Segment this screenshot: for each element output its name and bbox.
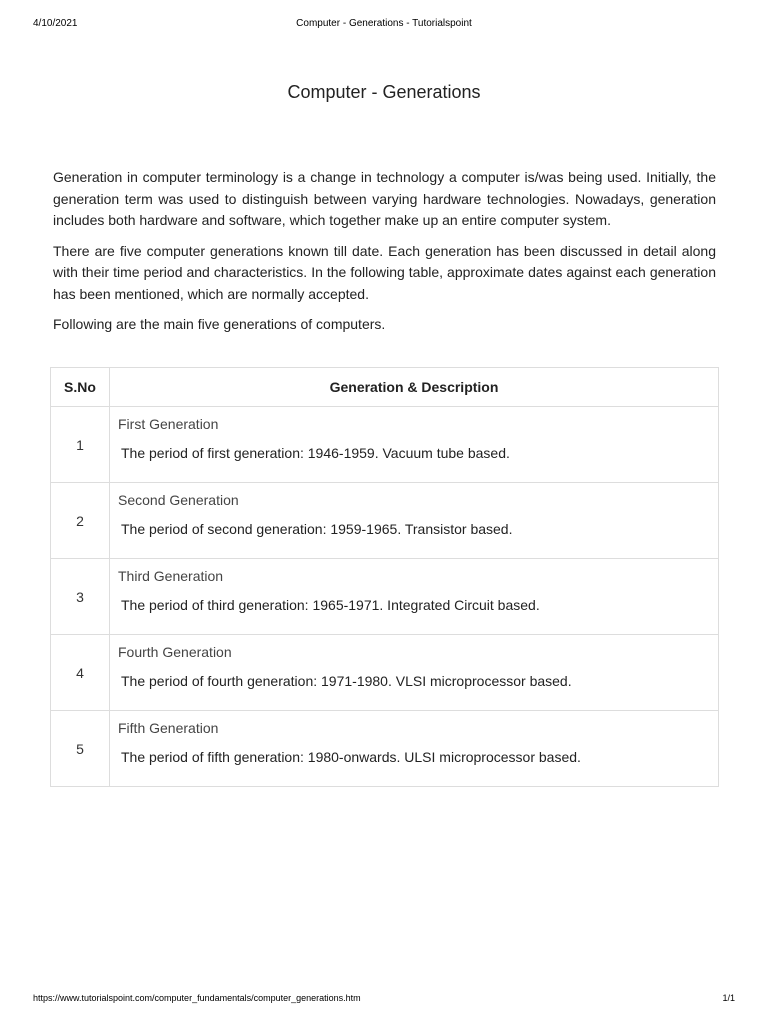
generation-detail: The period of fourth generation: 1971-1980. VLSI microprocessor based. [121, 673, 572, 689]
generation-name: Fifth Generation [118, 720, 219, 736]
print-doc-title: Computer - Generations - Tutorialspoint [296, 18, 472, 29]
row-sno: 4 [51, 635, 110, 711]
table-row [51, 635, 719, 711]
row-sno: 1 [51, 407, 110, 483]
table-intro-paragraph: Following are the main five generations of computers. [53, 316, 386, 332]
article-body [53, 167, 716, 345]
print-header [33, 18, 735, 32]
row-description [110, 711, 719, 787]
page-url: https://www.tutorialspoint.com/computer_fundamentals/computer_generations.htm [33, 993, 361, 1003]
row-description [110, 483, 719, 559]
print-date: 4/10/2021 [33, 18, 78, 29]
generation-detail: The period of second generation: 1959-1965. Transistor based. [121, 521, 513, 537]
intro-paragraph: Generation in computer terminology is a change in technology a computer is/was being used. Initially, the generation term was used to distinguish between varying hardware technologies. Nowadays, generation includes both hardware and software, which together make up an entire computer system. [53, 169, 716, 228]
row-description [110, 635, 719, 711]
generation-name: Fourth Generation [118, 644, 232, 660]
column-header-sno: S.No [51, 368, 110, 407]
table-row [51, 483, 719, 559]
table-header-row [51, 368, 719, 407]
details-paragraph: There are five computer generations known till date. Each generation has been discussed in detail along with their time period and characteristics. In the following table, approximate dates against each generation has been mentioned, which are normally accepted. [53, 242, 716, 302]
page-number: 1/1 [722, 993, 735, 1003]
generation-name: First Generation [118, 416, 219, 432]
table-row [51, 559, 719, 635]
generation-detail: The period of fifth generation: 1980-onwards. ULSI microprocessor based. [121, 749, 581, 765]
row-sno: 5 [51, 711, 110, 787]
generation-name: Second Generation [118, 492, 239, 508]
page-title: Computer - Generations [287, 82, 481, 102]
generation-detail: The period of third generation: 1965-1971. Integrated Circuit based. [121, 597, 540, 613]
table-row [51, 407, 719, 483]
row-sno: 2 [51, 483, 110, 559]
generation-detail: The period of first generation: 1946-1959. Vacuum tube based. [121, 445, 510, 461]
print-footer [33, 993, 735, 1007]
row-description [110, 407, 719, 483]
generation-name: Third Generation [118, 568, 224, 584]
table-row [51, 711, 719, 787]
generations-table [50, 367, 719, 787]
row-description [110, 559, 719, 635]
row-sno: 3 [51, 559, 110, 635]
column-header-description: Generation & Description [110, 368, 719, 407]
